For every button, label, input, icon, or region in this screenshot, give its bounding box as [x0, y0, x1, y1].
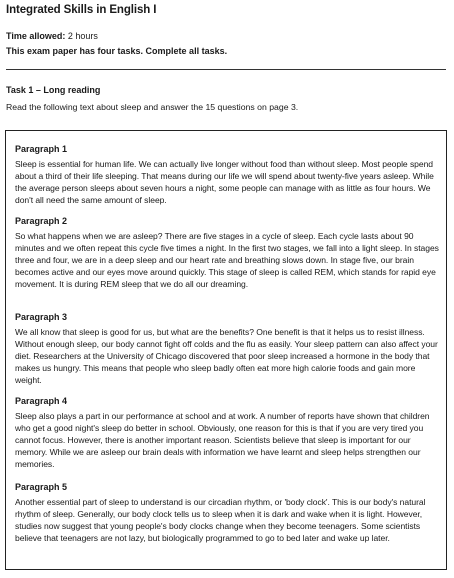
- time-allowed-label: Time allowed:: [6, 31, 66, 41]
- paragraph-heading: Paragraph 3: [15, 312, 68, 322]
- paragraph-5: [15, 481, 441, 544]
- paragraph-heading: Paragraph 5: [15, 482, 68, 492]
- section-divider: [6, 69, 446, 70]
- paragraph-heading: Paragraph 2: [15, 216, 68, 226]
- task-heading: Task 1 – Long reading: [6, 85, 101, 95]
- paragraph-heading: Paragraph 1: [15, 144, 68, 154]
- exam-instructions: This exam paper has four tasks. Complete all tasks.: [6, 46, 228, 56]
- paragraph-text: So what happens when we are asleep? There are five stages in a cycle of sleep. Each cycle lasts about 90 minutes and we often repeat this cycle five times a night. In the first two stages, we fall into a light sleep. In stages three and four, we are in a deep sleep and our heart rate and breathing slows down. In stage five, our brain becomes active and our eyes move around quickly. This stage of sleep is called REM, which stands for rapid eye movement. It is during REM sleep that we do all our dreaming.: [15, 231, 439, 289]
- paragraph-text: We all know that sleep is good for us, but what are the benefits? One benefit is that it helps us to resist illness. Without enough sleep, our body cannot fight off colds and the flu as easily. Your sleep pattern can also affect your diet. Researchers at the University of Chicago discovered that poor sleep increased a hormone in the body that makes us hungry. This means that people who sleep badly often eat more high calorie foods and gain more weight.: [15, 327, 438, 385]
- document-title: Integrated Skills in English I: [6, 4, 157, 16]
- task-intro: Read the following text about sleep and answer the 15 questions on page 3.: [6, 102, 299, 112]
- paragraph-text: Sleep also plays a part in our performance at school and at work. A number of reports have shown that children who get a good night's sleep do better in school. Obviously, one reason for this is that if you are very tired you cannot focus. However, there is another important reason. Scientists believe that sleep is important for our memory. While we are asleep our brain deals with information we have learnt and sleep helps strengthen our memories.: [15, 411, 430, 469]
- paragraph-text: Sleep is essential for human life. We can actually live longer without food than without sleep. Most people spend about a third of their life sleeping. That means during our life we will spend about twenty-five years asleep. While the average person sleeps about seven hours a night, some people can manage with as little as four hours. We don't all need the same amount of sleep.: [15, 159, 434, 205]
- paragraph-1: [15, 143, 441, 206]
- paragraph-heading: Paragraph 4: [15, 396, 68, 406]
- time-allowed-value: 2 hours: [65, 31, 98, 41]
- paragraph-4: [15, 395, 441, 470]
- paragraph-3: [15, 311, 441, 386]
- paragraph-2: [15, 215, 441, 290]
- time-allowed: [6, 31, 98, 41]
- paragraph-text: Another essential part of sleep to understand is our circadian rhythm, or 'body clock'. This is our body's natural rhythm of sleep. Generally, our body clock tells us to sleep when it is dark and wake when it is light. However, studies now suggest that young people's body clocks change when they become teenagers. Some scientists believe that teenagers are not lazy, but biologically programmed to go to bed later and wake up later.: [15, 497, 426, 543]
- reading-text-box: [5, 130, 447, 570]
